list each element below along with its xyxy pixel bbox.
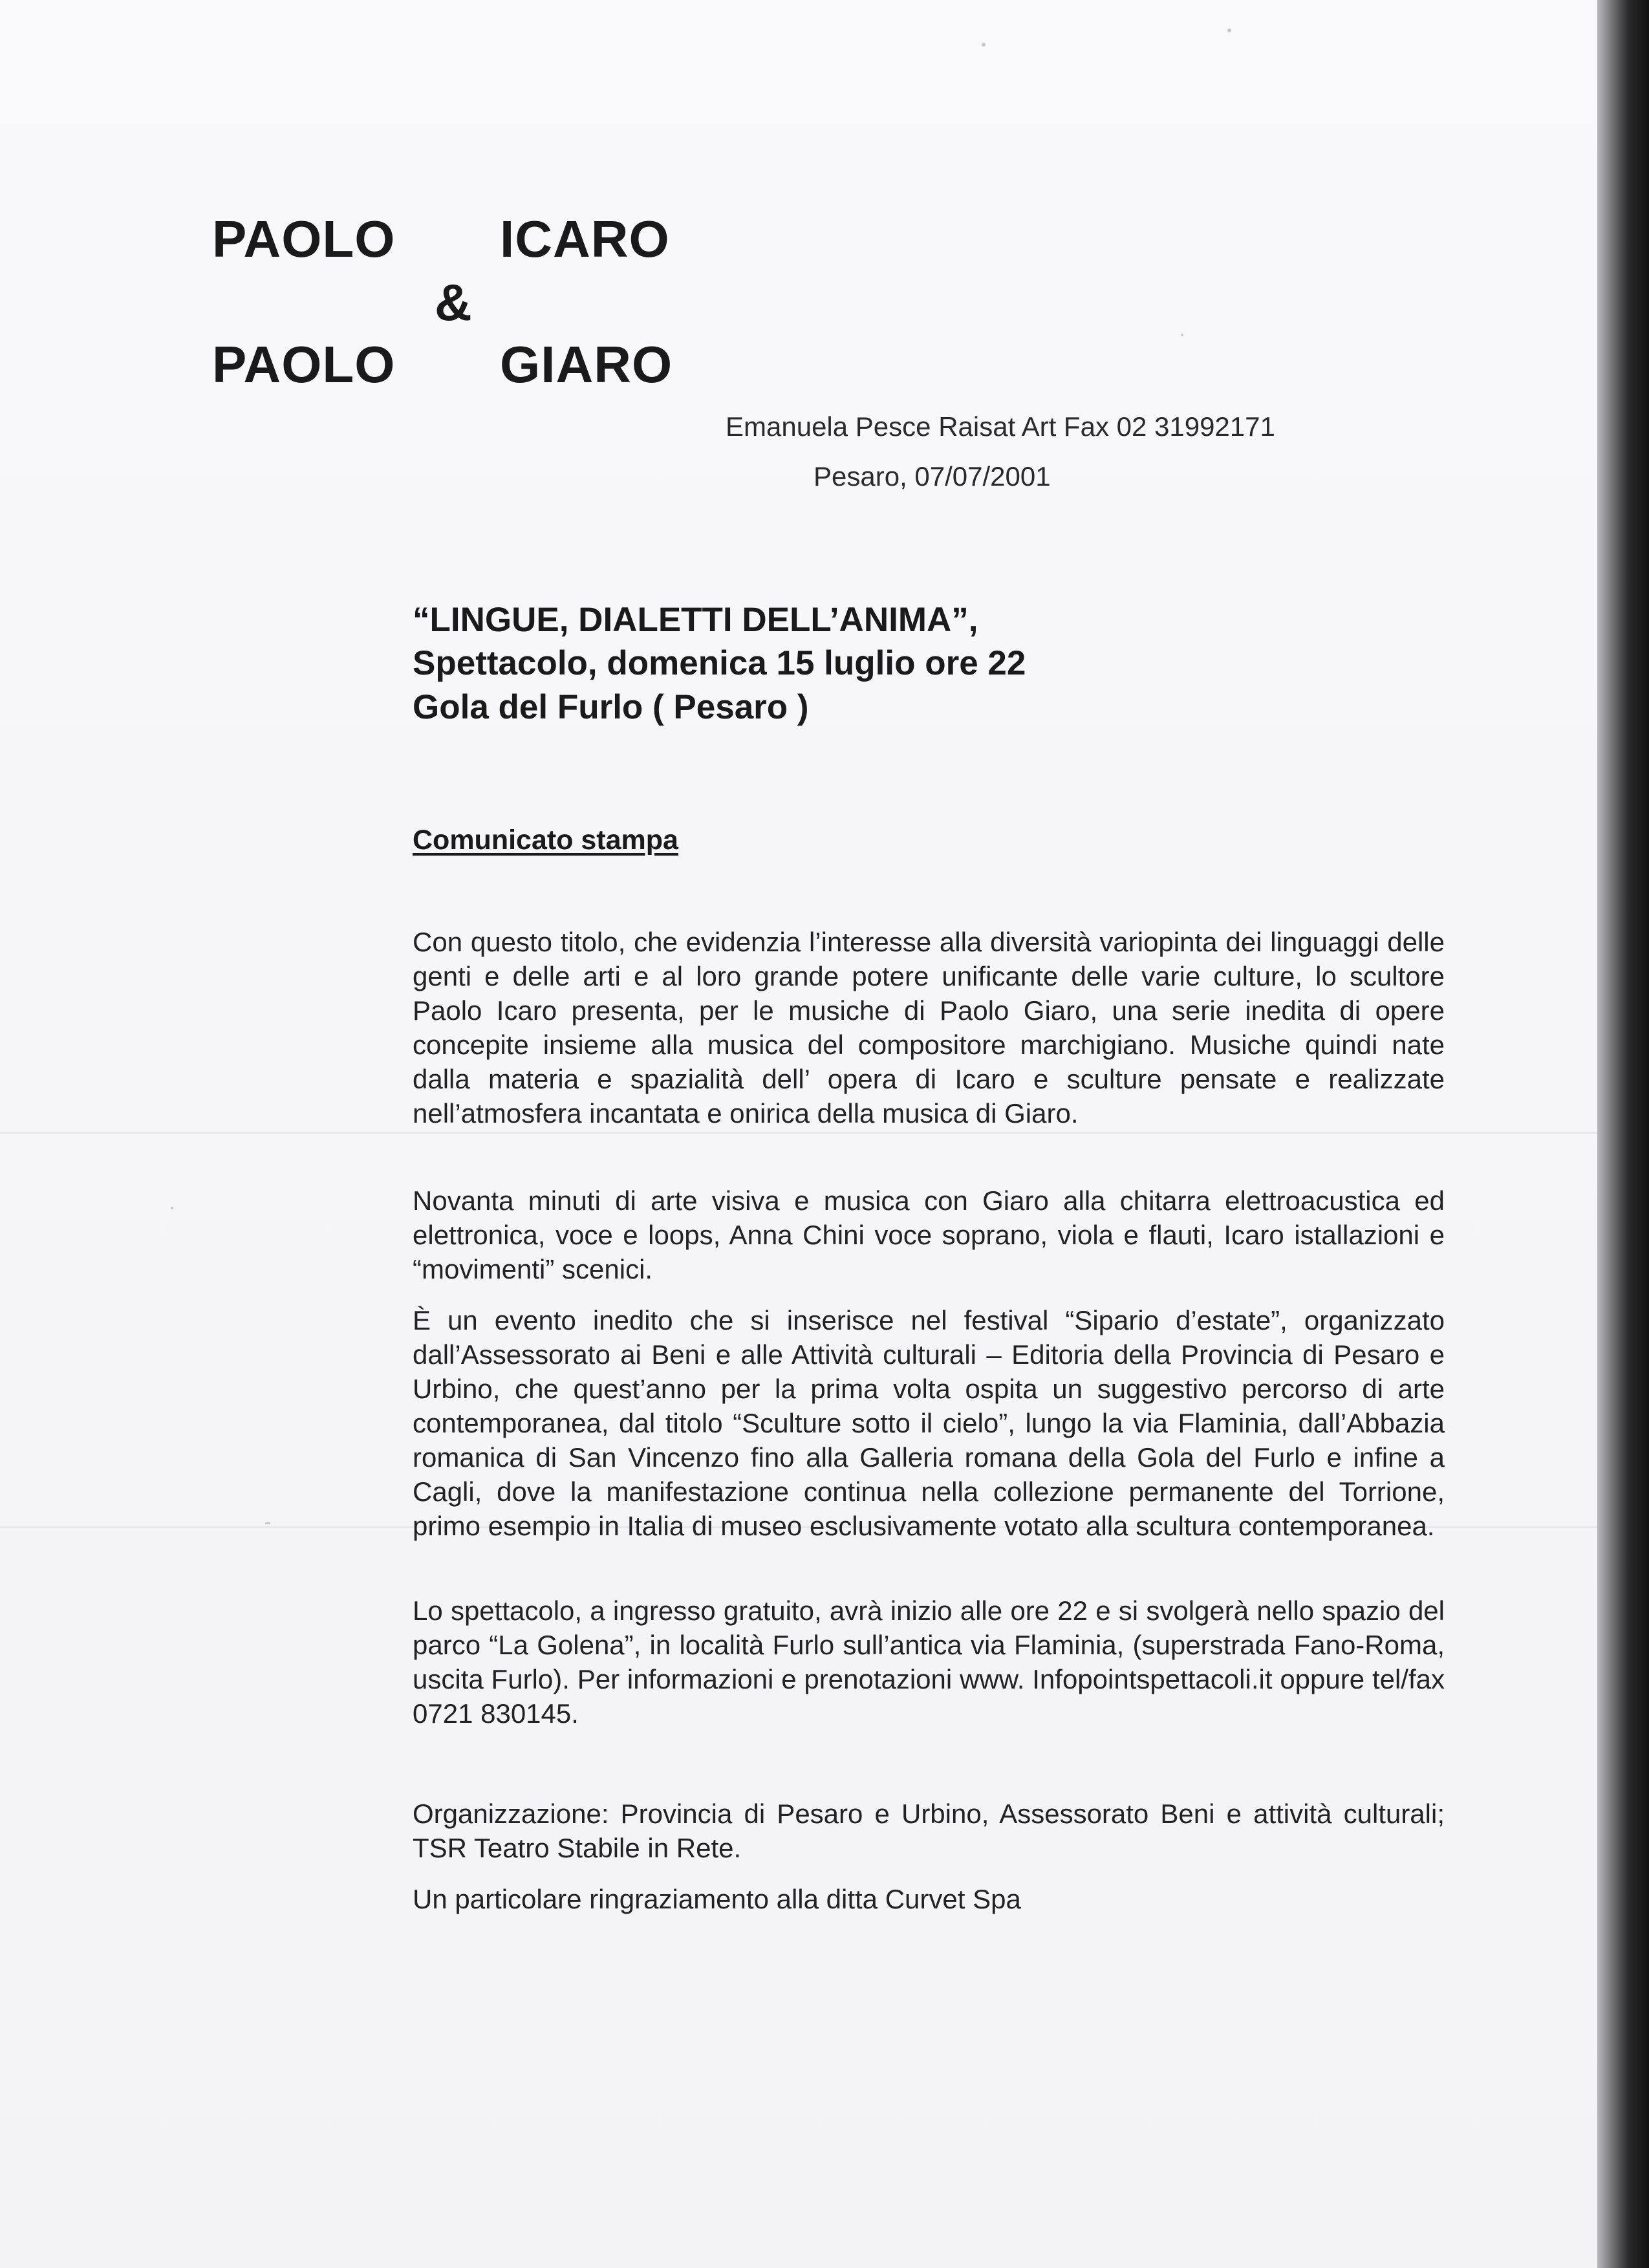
event-location: Gola del Furlo ( Pesaro ) — [413, 688, 809, 726]
scan-edge — [1597, 0, 1649, 2268]
paragraph: Lo spettacolo, a ingresso gratuito, avrà inizio alle ore 22 e si svolgerà nello spazio del parco “La Golena”, in località Furlo sull’antica via Flaminia, (superstrada Fano-Roma, uscita Furlo). Per informazioni e prenotazioni www. Infopointspettacoli.it oppure tel/fax 0721 830145. — [413, 1595, 1445, 1729]
paper-speck — [1181, 334, 1183, 336]
paper-speck — [171, 1207, 173, 1209]
header-name-right-bottom: GIARO — [500, 336, 673, 393]
sender-fax-line: Emanuela Pesce Raisat Art Fax 02 31992171 — [726, 411, 1275, 442]
paper-speck — [1227, 28, 1231, 32]
header-ampersand: & — [435, 274, 473, 331]
paragraph: È un evento inedito che si inserisce nel festival “Sipario d’estate”, organizzato dall’Assessorato ai Beni e alle Attività culturali – Editoria della Provincia di Pesaro e Urbino, che quest’anno per la prima volta ospita un suggestivo percorso di arte contemporanea, dal titolo “Sculture sotto il cielo”, lungo la via Flaminia, dall’Abbazia romanica di San Vincenzo fino alla Galleria romana della Gola del Furlo e infine a Cagli, dove la manifestazione continua nella collezione permanente del Torrione, primo esempio in Italia di museo esclusivamente votato alla scultura contemporanea. — [413, 1305, 1445, 1541]
event-title: “LINGUE, DIALETTI DELL’ANIMA”, — [413, 601, 978, 639]
paper-speck — [982, 43, 986, 47]
sender-place-date: Pesaro, 07/07/2001 — [814, 461, 1051, 491]
thanks-note: Un particolare ringraziamento alla ditta Curvet Spa — [413, 1884, 1021, 1914]
header-name-right-top: ICARO — [500, 210, 670, 268]
header-name-left-top: PAOLO — [212, 210, 396, 268]
paper-fold — [0, 1132, 1597, 1134]
paragraph: Con questo titolo, che evidenzia l’interesse alla diversità variopinta dei linguaggi delle genti e delle arti e al loro grande potere unificante delle varie culture, lo scultore Paolo Icaro presenta, per le musiche di Paolo Giaro, una serie inedita di opere concepite insieme alla musica del compositore marchigiano. Musiche quindi nate dalla materia e spazialità dell’ opera di Icaro e sculture pensate e realizzate nell’atmosfera incantata e onirica della musica di Giaro. — [413, 927, 1445, 1129]
paragraph: Novanta minuti di arte visiva e musica con Giaro alla chitarra elettroacustica ed elettronica, voce e loops, Anna Chini voce soprano, viola e flauti, Icaro istallazioni e “movimenti” scenici. — [413, 1185, 1445, 1284]
event-date-time: Spettacolo, domenica 15 luglio ore 22 — [413, 644, 1026, 682]
organization-note: Organizzazione: Provincia di Pesaro e Urbino, Assessorato Beni e attività culturali; TSR Teatro Stabile in Rete. — [413, 1798, 1445, 1863]
header-name-left-bottom: PAOLO — [212, 336, 396, 393]
section-label: Comunicato stampa — [413, 825, 678, 856]
paper-speck — [265, 1522, 270, 1524]
